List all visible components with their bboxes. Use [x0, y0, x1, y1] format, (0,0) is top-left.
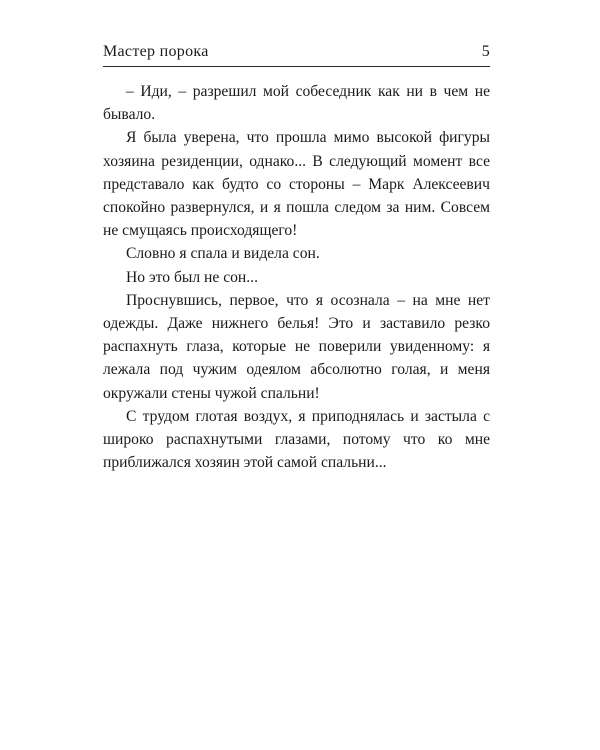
running-header [103, 40, 490, 67]
body-text [103, 80, 490, 474]
paragraph: Я была уверена, что прошла мимо высокой фигуры хозяина резиденции, однако... В следующий момент все представало как будто со стороны – Марк Алексеевич спокойно развернулся, и я пошла следом за ним. Совсем не смущаясь происходящего! [103, 129, 490, 240]
paragraph: Но это был не сон... [126, 268, 258, 286]
page-number: 5 [481, 43, 490, 60]
book-title: Мастер порока [103, 43, 209, 60]
paragraph: – Иди, – разрешил мой собеседник как ни в чем не бывало. [103, 83, 490, 124]
paragraph: Словно я спала и видела сон. [126, 245, 320, 263]
paragraph: Проснувшись, первое, что я осознала – на мне нет одежды. Даже нижнего белья! Это и заставило резко распахнуть глаза, которые не поверили увиденному: я лежала под чужим одеялом абсолютно голая, и меня окружали стены чужой спальни! [103, 291, 490, 402]
paragraph: С трудом глотая воздух, я приподнялась и застыла с широко распахнутыми глазами, потому что ко мне приближался хозяин этой самой спальни... [103, 407, 490, 472]
